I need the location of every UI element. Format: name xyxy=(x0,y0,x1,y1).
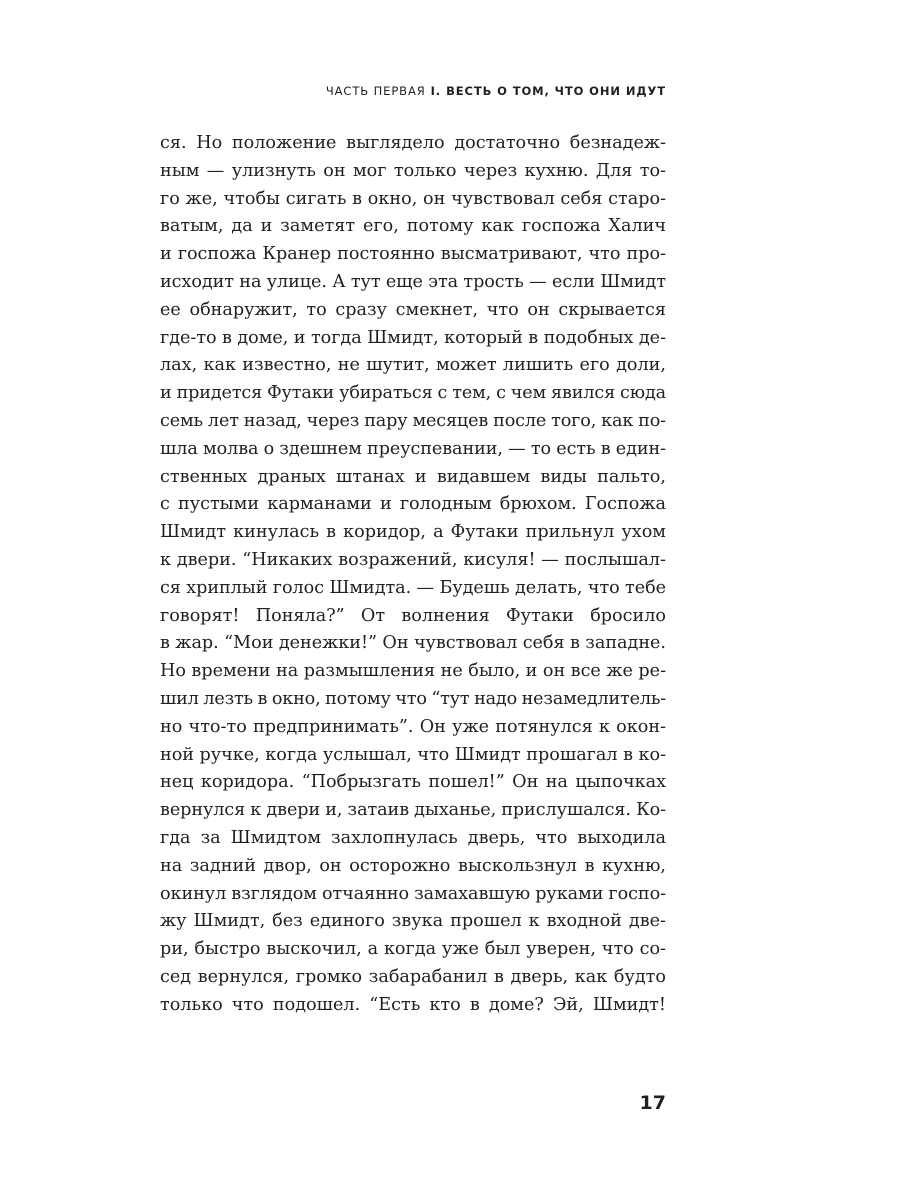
text-line: на задний двор, он осторожно выскользнул в кухню, xyxy=(160,855,666,876)
running-head-chapter-number: I. xyxy=(430,84,442,98)
text-line: нец коридора. “Побрызгать пошел!” Он на цыпочках xyxy=(160,772,666,793)
text-line: семь лет назад, через пару месяцев после того, как по- xyxy=(160,410,666,431)
body-text xyxy=(160,130,666,1020)
text-line: ватым, да и заметят его, потому как госпожа Халич xyxy=(160,216,666,237)
text-line: и придется Футаки убираться с тем, с чем явился сюда xyxy=(160,383,666,404)
text-line: исходит на улице. А тут еще эта трость — если Шмидт xyxy=(160,271,666,292)
text-line: го же, чтобы сигать в окно, он чувствовал себя старо- xyxy=(160,188,666,209)
text-line: Но времени на размышления не было, и он все же ре- xyxy=(160,661,666,682)
text-line: шил лезть в окно, потому что “тут надо незамедлитель- xyxy=(160,688,666,709)
text-line: и госпожа Кранер постоянно высматривают, что про- xyxy=(160,244,666,265)
text-line: Шмидт кинулась в коридор, а Футаки прильнул ухом xyxy=(160,522,666,543)
running-head xyxy=(326,84,666,98)
text-line: ным — улизнуть он мог только через кухню. Для то- xyxy=(160,160,666,181)
text-line: лах, как известно, не шутит, может лишить его доли, xyxy=(160,355,666,376)
text-line: только что подошел. “Есть кто в доме? Эй, Шмидт! xyxy=(160,994,666,1015)
text-line: но что-то предпринимать”. Он уже потянулся к окон- xyxy=(160,716,666,737)
text-line: ной ручке, когда услышал, что Шмидт прошагал в ко- xyxy=(160,744,666,765)
text-line: вернулся к двери и, затаив дыханье, прислушался. Ко- xyxy=(160,800,666,821)
text-line: ся хриплый голос Шмидта. — Будешь делать, что тебе xyxy=(160,577,666,598)
running-head-chapter-title: ВЕСТЬ О ТОМ, ЧТО ОНИ ИДУТ xyxy=(446,84,666,98)
text-line: ри, быстро выскочил, а когда уже был уверен, что со- xyxy=(160,939,666,960)
text-line: ственных драных штанах и видавшем виды пальто, xyxy=(160,466,666,487)
text-line: ся. Но положение выглядело достаточно безнадеж- xyxy=(160,133,666,153)
text-line: ее обнаружит, то сразу смекнет, что он скрывается xyxy=(160,299,666,320)
running-head-part: ЧАСТЬ ПЕРВАЯ xyxy=(325,84,426,98)
text-line: в жар. “Мои денежки!” Он чувствовал себя в западне. xyxy=(160,633,666,654)
text-line: шла молва о здешнем преуспевании, — то есть в един- xyxy=(160,438,666,459)
text-line: гда за Шмидтом захлопнулась дверь, что выходила xyxy=(160,827,666,848)
page-number: 17 xyxy=(639,1092,666,1114)
text-line: с пустыми карманами и голодным брюхом. Госпожа xyxy=(160,494,666,515)
text-line: где-то в доме, и тогда Шмидт, который в подобных де- xyxy=(160,327,666,348)
text-line: окинул взглядом отчаянно замахавшую руками госпо- xyxy=(160,883,666,904)
text-line: сед вернулся, громко забарабанил в дверь, как будто xyxy=(160,966,666,987)
text-line: говорят! Поняла?” От волнения Футаки бросило xyxy=(160,605,666,626)
text-line: к двери. “Никаких возражений, кисуля! — послышал- xyxy=(160,549,666,570)
text-line: жу Шмидт, без единого звука прошел к входной две- xyxy=(160,911,666,932)
